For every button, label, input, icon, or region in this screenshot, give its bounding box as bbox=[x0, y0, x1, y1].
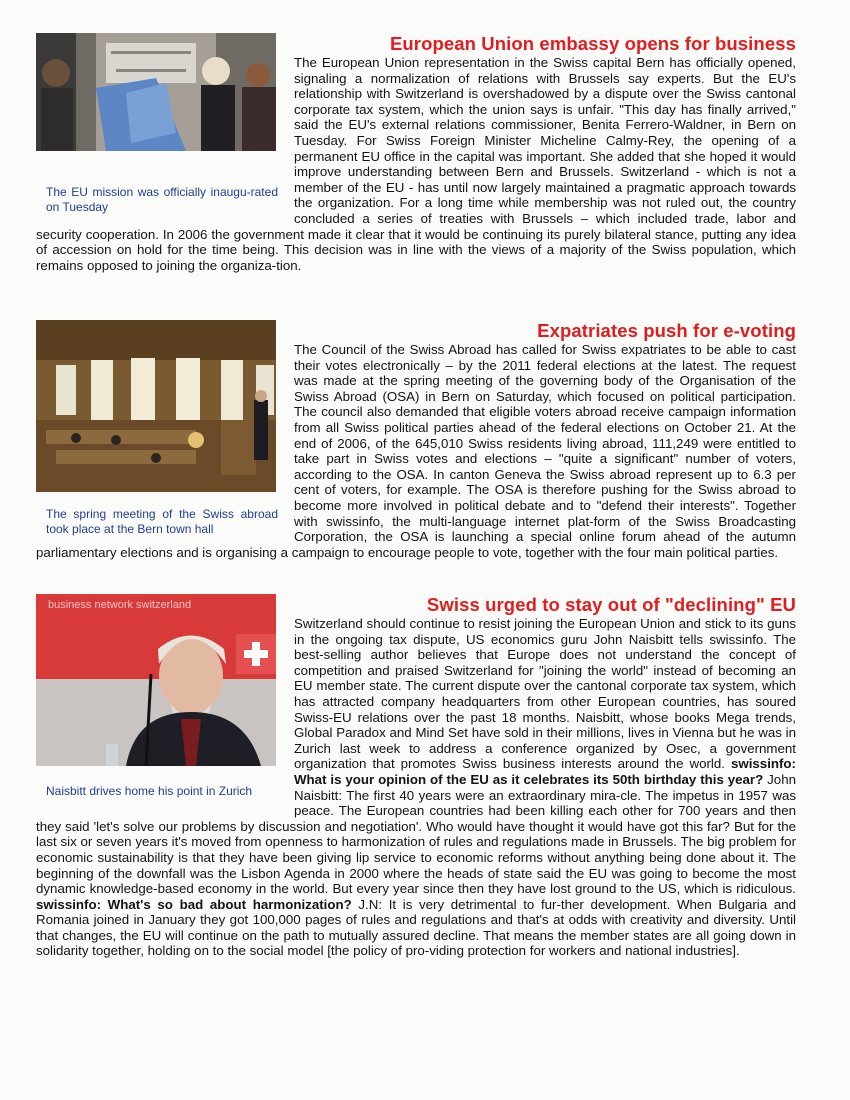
interview-answer-2: J.N: It is very detrimental to fur-ther development. When Bulgaria and Romania joined in January they got 100,000 pages of rules and regulations and that's at odds with creativity and diversity. Until that changes, the EU will continue on the path to mutually assured decline. That means the member states are all going down in solidarity together, holding on to the social model [the policy of pro-viding protection for workers and national industries]. bbox=[36, 896, 797, 959]
caption: Naisbitt drives home his point in Zurich bbox=[46, 784, 253, 798]
article-body: The Council of the Swiss Abroad has called for Swiss expatriates to be able to cast their votes electronically – by the 2011 federal elections at the latest. The request was made at the spring meeting of the governing body of the Organisation of the Swiss Abroad (OSA) in Bern on Saturday, which focused on political participation. The council also demanded that eligible voters abroad receive campaign information from all Swiss political parties ahead of the federal elections on October 21. At the end of 2006, of the 645,010 Swiss residents living abroad, 111,249 were entitled to take part in Swiss votes and elections – "quite a significant" number of voters, according to the OSA. In canton Geneva the Swiss abroad represent up to 6.3 per cent of voters, for example. The OSA is therefore pushing for the Swiss abroad to become more involved in political debate and to "defend their interests". Together with swissinfo, the multi-language internet plat-form of the Swiss Broadcasting Corporation, the OSA is launching a special online forum ahead of the autumn parliamentary elections and is organising a campaign to encourage people to vote, together with the four main political parties. bbox=[36, 342, 796, 560]
article-body: The European Union representation in the Swiss capital Bern has officially opened, signaling a normalization of relations with Brussels say experts. But the EU's relationship with Switzerland is overshadowed by a dispute over the Swiss cantonal corporate tax system, which the union says is unfair. "This day has finally arrived," said the EU's external relations commissioner, Benita Ferrero-Waldner, in Bern on Tuesday. For Swiss Foreign Minister Micheline Calmy-Rey, the opening of a permanent EU office in the capital was important. She added that she hoped it would improve understanding between Bern and Brussels. Switzerland - which is not a member of the EU - has until now largely maintained a pragmatic approach towards the organization. For a long time while membership was not ruled out, the country concluded a series of treaties with Brussels – which included trade, labor and security cooperation. In 2006 the government made it clear that it would be continuing its purely bilateral stance, putting any idea of accession on hold for the time being. This decision was in line with the views of a majority of the Swiss population, which remains opposed to joining the organiza-tion. bbox=[36, 55, 796, 273]
caption: The spring meeting of the Swiss abroad took place at the Bern town hall bbox=[46, 507, 278, 536]
interview-question-2: swissinfo: What's so bad about harmonization? bbox=[36, 896, 352, 912]
photo-sign-text: business network switzerland bbox=[48, 599, 192, 611]
article-eu-embassy bbox=[36, 33, 796, 273]
article-e-voting bbox=[36, 320, 796, 560]
figure-naisbitt bbox=[36, 594, 288, 805]
headline: Expatriates push for e-voting bbox=[537, 320, 796, 341]
interview-answer-1: John Naisbitt: The first 40 years were an extraordinary mira-cle. The impetus in 1957 was peace. The European countries had been killing each other for 700 years and then they said 'let's solve our problems by discussion and negotiation'. Who would have thought it would have got this far? But for the last six or seven years it's moved from openness to harmonization of rules and regulations made in Brussels. The big problem for economic sustainability is that they have been giving lip service to economic reforms without anything being done about it. The beginning of the downfall was the Lisbon Agenda in 2000 where the heads of state said the EU was going to become the most dynamic knowledge-based economy in the world. But every year since then they have lost ground to the US, which is ridiculous. bbox=[36, 771, 796, 897]
caption: The EU mission was officially inaugu-rated on Tuesday bbox=[46, 185, 278, 214]
headline: European Union embassy opens for business bbox=[389, 33, 796, 54]
article-naisbitt bbox=[36, 594, 796, 959]
figure-spring-meeting bbox=[36, 320, 288, 543]
photo-naisbitt-speaking bbox=[36, 594, 276, 766]
photo-bern-town-hall bbox=[36, 320, 276, 492]
interview-question-1: swissinfo: What is your opinion of the EU as it celebrates its 50th birthday this year? bbox=[294, 756, 796, 787]
figure-eu-mission bbox=[36, 33, 288, 221]
body-intro: Switzerland should continue to resist joining the European Union and stick to its guns in the ongoing tax dispute, US economics guru John Naisbitt tells swissinfo. The best-selling author believes that Europe does not understand the concept of competition and praised Switzerland for "joining the world" instead of becoming an EU member state. The current dispute over the cantonal corporate tax system, which has attracted company headquarters from other European countries, has soured Swiss-EU relations over the past 18 months. Naisbitt, whose books Mega trends, Global Paradox and Mind Set have sold in their millions, lives in Vienna but he was in Zurich last week to address a conference organized by Osec, a government organization that promotes Swiss business interests around the world. bbox=[294, 616, 796, 772]
photo-eu-mission-inauguration bbox=[36, 33, 276, 151]
headline: Swiss urged to stay out of "declining" EU bbox=[426, 594, 796, 615]
